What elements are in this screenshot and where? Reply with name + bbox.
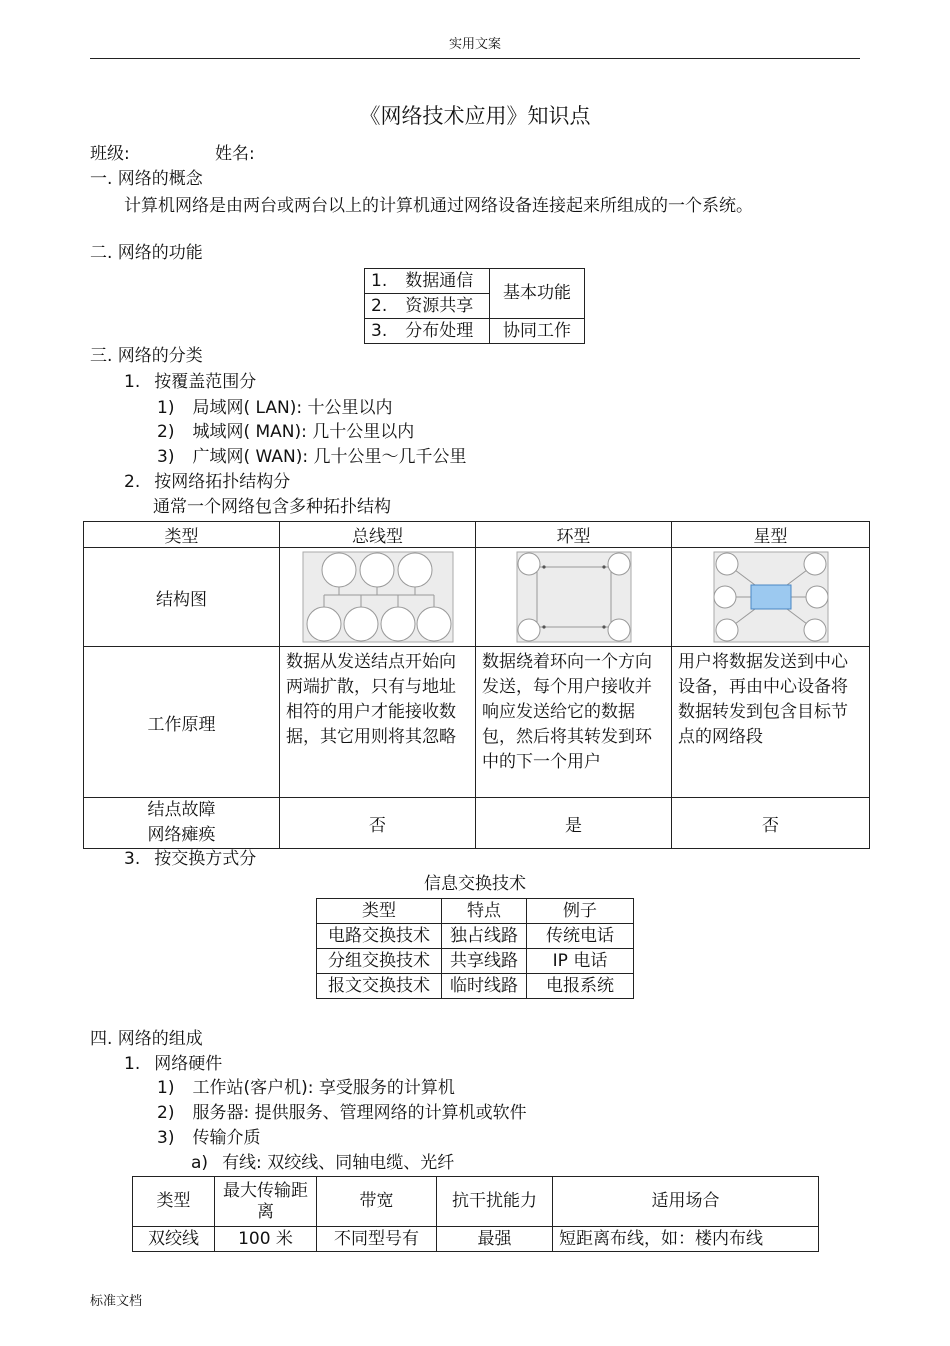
- section-3-heading: 三. 网络的分类: [90, 346, 203, 366]
- topo-row-diagram-label: 结构图: [84, 548, 280, 647]
- media-cell: 短距离布线，如：楼内布线: [553, 1227, 819, 1252]
- hardware-item-1: 1) 工作站(客户机): 享受服务的计算机: [157, 1078, 455, 1098]
- star-topology-diagram: [713, 551, 829, 643]
- hardware-item-3: 3) 传输介质: [157, 1128, 261, 1148]
- media-header-distance: 最大传输距离: [215, 1177, 317, 1227]
- media-header-type: 类型: [133, 1177, 215, 1227]
- topology-table: [83, 521, 870, 849]
- switch-header-type: 类型: [317, 899, 442, 924]
- switch-cell: 电报系统: [527, 974, 634, 999]
- function-row-2: 2. 资源共享: [365, 294, 490, 319]
- topo-header-bus: 总线型: [280, 522, 476, 548]
- ring-diagram-cell: [476, 548, 672, 647]
- function-group-coop: 协同工作: [490, 319, 585, 344]
- section-1-body: 计算机网络是由两台或两台以上的计算机通过网络设备连接起来所组成的一个系统。: [124, 196, 753, 216]
- switch-cell: 共享线路: [442, 949, 527, 974]
- media-header-usage: 适用场合: [553, 1177, 819, 1227]
- media-header-immunity: 抗干扰能力: [437, 1177, 553, 1227]
- section-4-heading: 四. 网络的组成: [90, 1029, 203, 1049]
- section-3-sub1: 1. 按覆盖范围分: [124, 372, 257, 392]
- coverage-item-1: 1) 局域网( LAN): 十公里以内: [157, 398, 393, 418]
- media-cell: 100 米: [215, 1227, 317, 1252]
- page-header: 实用文案: [448, 37, 501, 52]
- topology-note: 通常一个网络包含多种拓扑结构: [153, 497, 391, 517]
- bus-topology-diagram: [302, 551, 454, 643]
- section-4-sub1: 1. 网络硬件: [124, 1054, 223, 1074]
- name-label: 姓名:: [215, 144, 255, 164]
- switch-cell: 传统电话: [527, 924, 634, 949]
- bus-fault: 否: [280, 798, 476, 849]
- topo-header-star: 星型: [672, 522, 870, 548]
- media-cell: 最强: [437, 1227, 553, 1252]
- header-rule: [90, 58, 860, 59]
- switch-cell: IP 电话: [527, 949, 634, 974]
- coverage-item-2: 2) 城域网( MAN): 几十公里以内: [157, 422, 415, 442]
- switch-header-example: 例子: [527, 899, 634, 924]
- topo-row-principle-label: 工作原理: [84, 647, 280, 798]
- ring-topology-diagram: [516, 551, 632, 643]
- star-fault: 否: [672, 798, 870, 849]
- topo-header-type: 类型: [84, 522, 280, 548]
- page-footer: 标准文档: [90, 1294, 143, 1309]
- switch-cell: 分组交换技术: [317, 949, 442, 974]
- ring-principle: 数据绕着环向一个方向发送，每个用户接收并响应发送给它的数据包，然后将其转发到环中的下一个用户: [476, 647, 672, 798]
- bus-principle: 数据从发送结点开始向两端扩散，只有与地址相符的用户才能接收数据，其它用则将其忽略: [280, 647, 476, 798]
- switch-header-feature: 特点: [442, 899, 527, 924]
- switch-cell: 电路交换技术: [317, 924, 442, 949]
- section-1-heading: 一. 网络的概念: [90, 169, 203, 189]
- wired-media-item: a) 有线: 双绞线、同轴电缆、光纤: [191, 1153, 455, 1173]
- ring-fault: 是: [476, 798, 672, 849]
- section-3-sub2: 2. 按网络拓扑结构分: [124, 472, 291, 492]
- media-cell: 双绞线: [133, 1227, 215, 1252]
- hardware-item-2: 2) 服务器: 提供服务、管理网络的计算机或软件: [157, 1103, 527, 1123]
- document-title: 《网络技术应用》知识点: [359, 104, 591, 128]
- switch-cell: 独占线路: [442, 924, 527, 949]
- function-group-basic: 基本功能: [490, 269, 585, 319]
- section-3-sub3: 3. 按交换方式分: [124, 849, 257, 869]
- switch-cell: 报文交换技术: [317, 974, 442, 999]
- topo-row-fault-label: 结点故障 网络瘫痪: [84, 798, 280, 849]
- switching-table: [316, 898, 634, 999]
- class-label: 班级:: [90, 144, 130, 164]
- star-diagram-cell: [672, 548, 870, 647]
- switch-cell: 临时线路: [442, 974, 527, 999]
- function-row-1: 1. 数据通信: [365, 269, 490, 294]
- switch-table-caption: 信息交换技术: [424, 874, 526, 894]
- topo-header-ring: 环型: [476, 522, 672, 548]
- function-table: [364, 268, 585, 344]
- media-table: [132, 1176, 819, 1252]
- media-cell: 不同型号有: [317, 1227, 437, 1252]
- bus-diagram-cell: [280, 548, 476, 647]
- media-header-bandwidth: 带宽: [317, 1177, 437, 1227]
- section-2-heading: 二. 网络的功能: [90, 243, 203, 263]
- coverage-item-3: 3) 广域网( WAN): 几十公里～几千公里: [157, 447, 467, 467]
- star-principle: 用户将数据发送到中心设备，再由中心设备将数据转发到包含目标节点的网络段: [672, 647, 870, 798]
- function-row-3: 3. 分布处理: [365, 319, 490, 344]
